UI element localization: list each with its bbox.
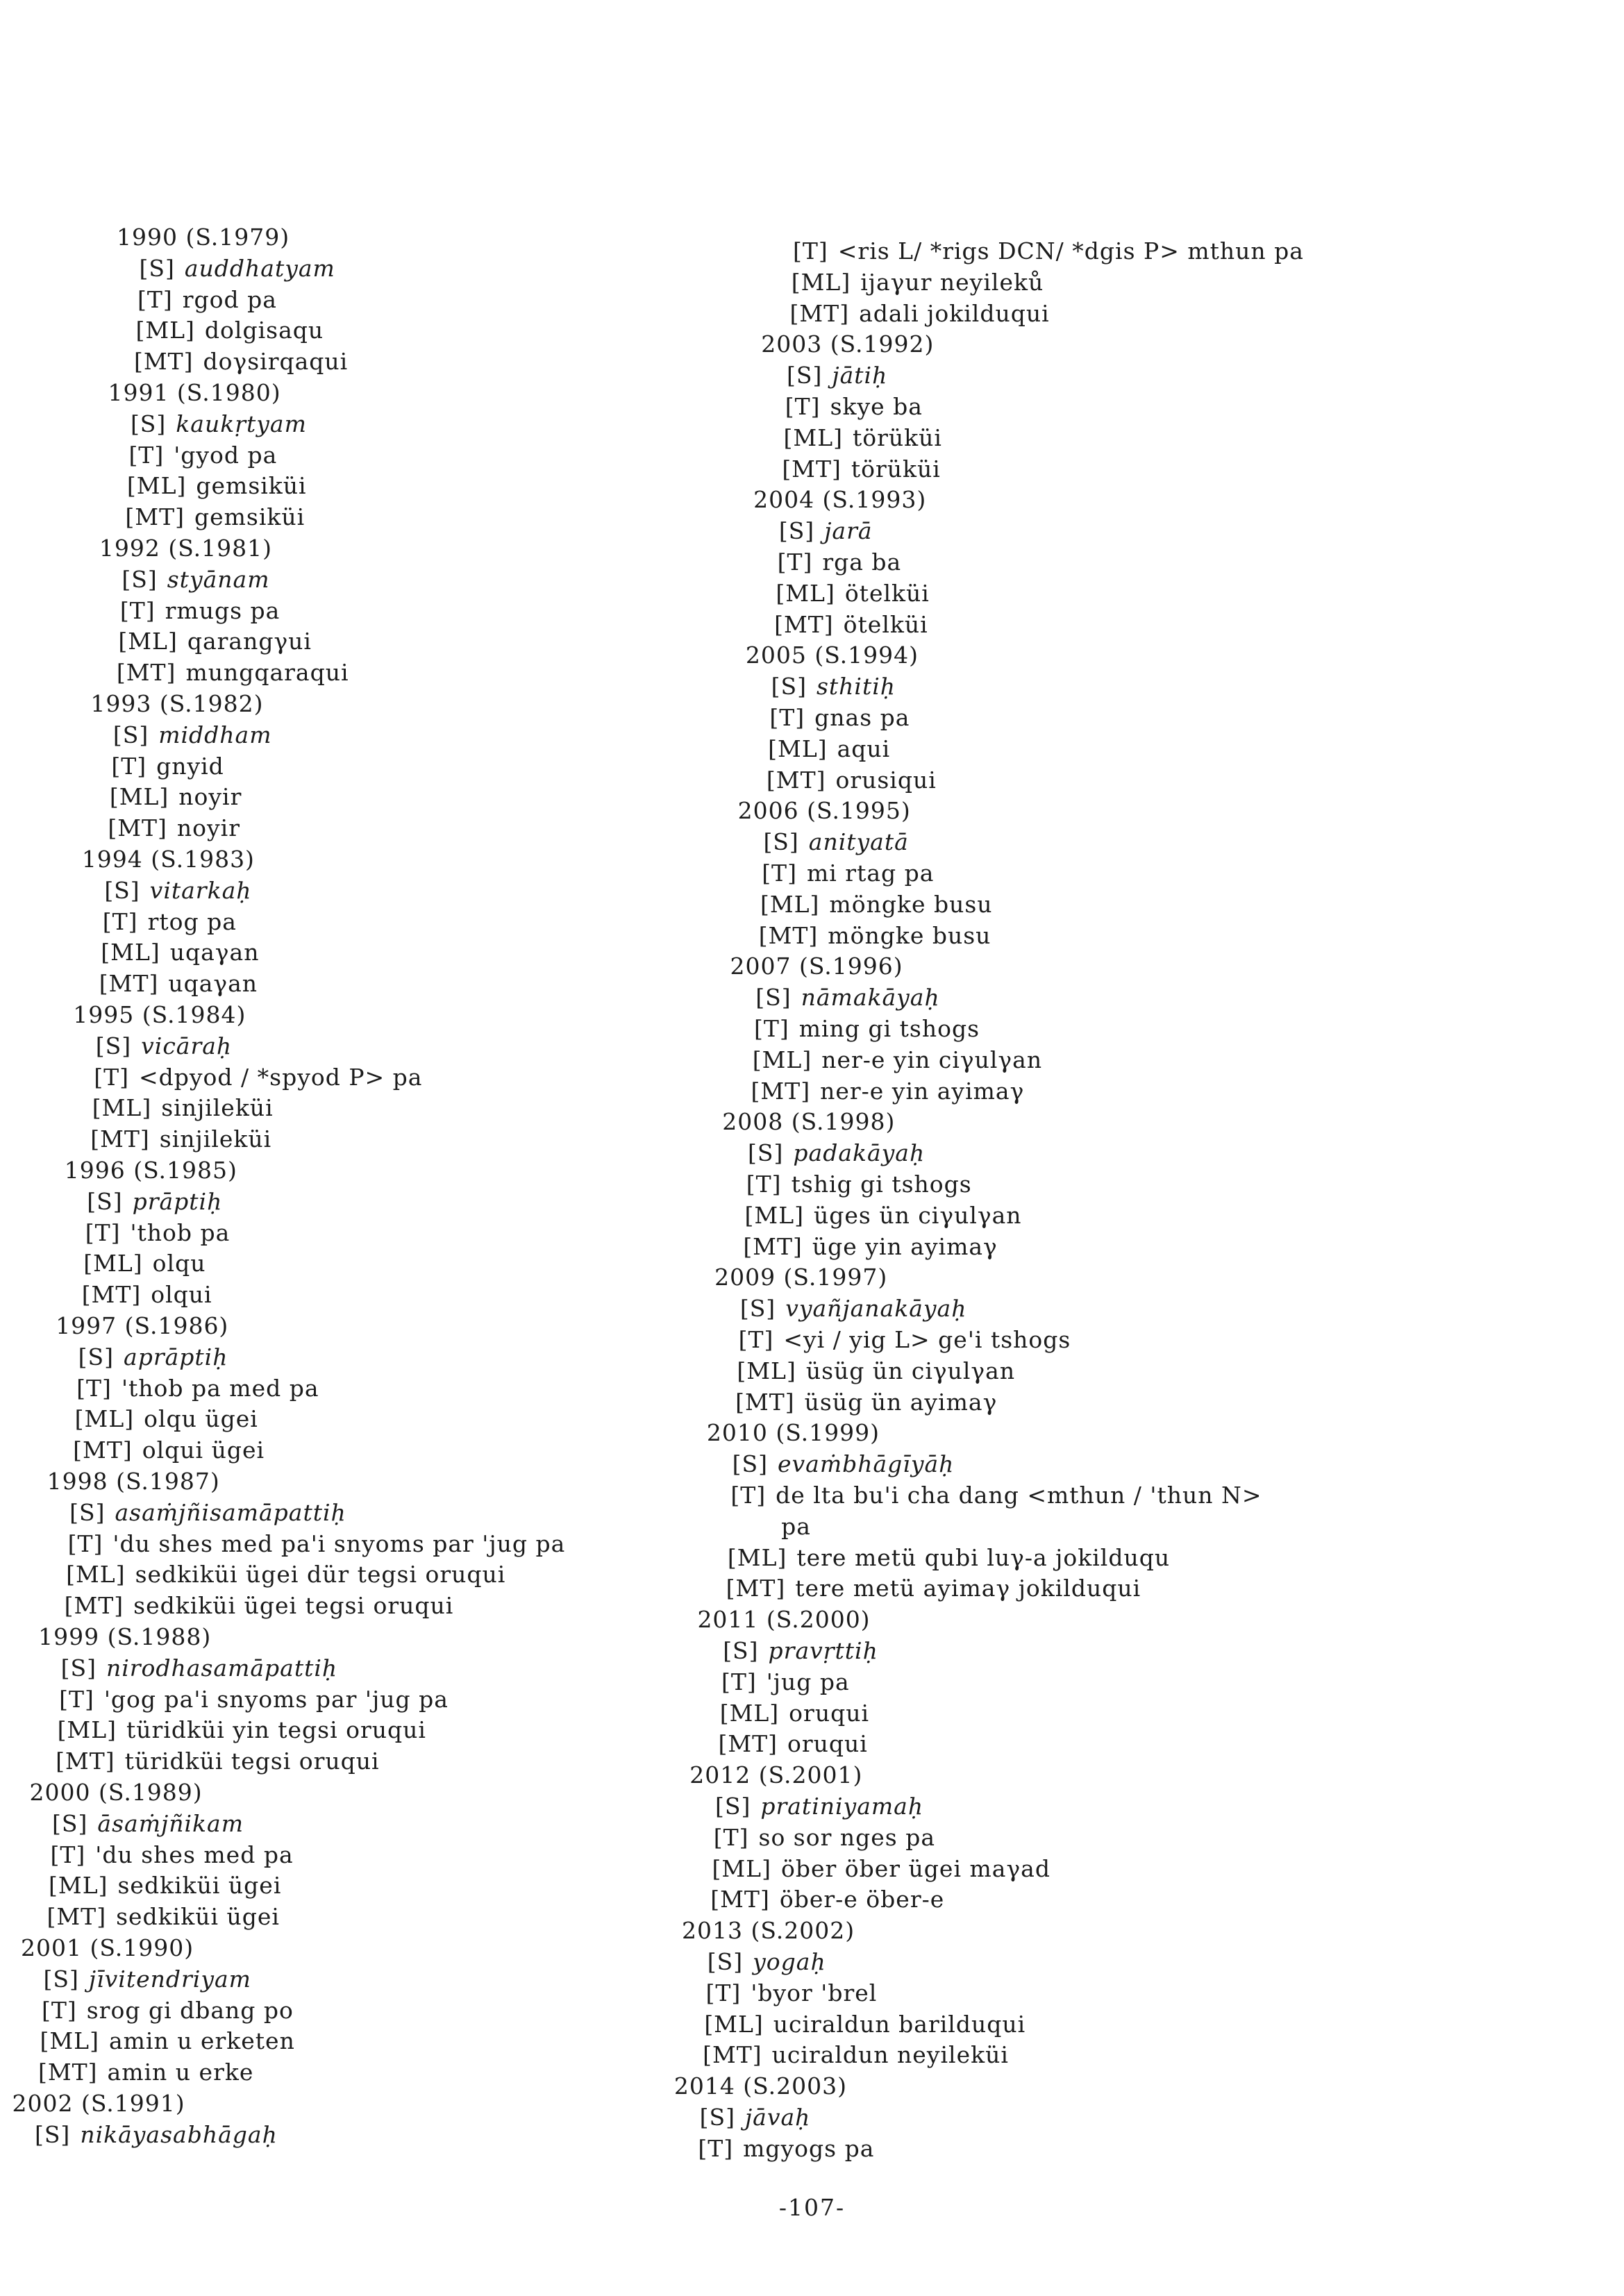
entry-line xyxy=(710,1886,944,1913)
language-tag: [S] xyxy=(52,1809,88,1837)
language-tag: [MT] xyxy=(726,1575,786,1602)
language-tag: [S] xyxy=(95,1032,132,1059)
language-tag: [S] xyxy=(748,1139,784,1167)
translation-term: so sor nges pa xyxy=(758,1823,936,1851)
entry-number: 2005 (S.1994) xyxy=(745,642,919,669)
language-tag: [ML] xyxy=(719,1699,780,1727)
language-tag: [S] xyxy=(112,721,149,748)
entry-line xyxy=(698,2135,874,2163)
language-tag: [MT] xyxy=(116,659,176,687)
language-tag: [T] xyxy=(730,1482,767,1509)
page-number: -107- xyxy=(778,2194,846,2221)
language-tag: [ML] xyxy=(704,2010,764,2038)
translation-term: amin u erketen xyxy=(108,2027,295,2055)
continuation-line: pa xyxy=(781,1512,811,1540)
entry-line xyxy=(733,1450,955,1478)
language-tag: [S] xyxy=(715,1793,751,1820)
entry-line xyxy=(715,1793,923,1820)
translation-term: adali jokilduqui xyxy=(859,299,1050,327)
translation-term: 'thob pa xyxy=(130,1218,231,1246)
translation-term: törüküi xyxy=(851,455,941,483)
language-tag: [ML] xyxy=(783,424,843,451)
sanskrit-term: asaṁjñisamāpattiḥ xyxy=(115,1498,346,1526)
entry-line xyxy=(720,1700,869,1727)
translation-term: tere metü ayimaγ jokilduqui xyxy=(795,1575,1141,1602)
entry-line xyxy=(767,766,937,794)
language-tag: [MT] xyxy=(81,1281,142,1309)
sanskrit-term: yogaḥ xyxy=(753,1948,826,1975)
language-tag: [ML] xyxy=(66,1561,126,1589)
language-tag: [T] xyxy=(793,237,828,265)
entry-line xyxy=(787,362,887,389)
entry-line xyxy=(730,1482,1262,1509)
language-tag: [T] xyxy=(128,441,165,469)
sanskrit-term: anityatā xyxy=(808,828,909,856)
language-tag: [ML] xyxy=(752,1046,812,1073)
language-tag: [ML] xyxy=(83,1250,143,1277)
entry-line xyxy=(708,1948,826,1976)
entry-line xyxy=(751,1078,1025,1105)
language-tag: [ML] xyxy=(92,1094,152,1122)
language-tag: [S] xyxy=(771,673,807,701)
translation-term: de lta bu'i cha dang <mthun / 'thun N> xyxy=(776,1482,1262,1509)
entry-number: 1991 (S.1980) xyxy=(108,379,281,406)
language-tag: [ML] xyxy=(744,1201,804,1229)
sanskrit-term: nirodhasamāpattiḥ xyxy=(106,1654,338,1682)
language-tag: [T] xyxy=(769,704,805,731)
entry-line xyxy=(739,1326,1071,1354)
language-tag: [ML] xyxy=(109,783,169,811)
translation-term: amin u erke xyxy=(107,2059,254,2086)
sanskrit-term: jāvaḥ xyxy=(744,2104,811,2131)
language-tag: [T] xyxy=(41,1996,77,2024)
entry-number: 2004 (S.1993) xyxy=(753,486,927,514)
translation-term: 'gyod pa xyxy=(174,441,278,469)
translation-term: noyir xyxy=(176,814,240,842)
entry-number: 1998 (S.1987) xyxy=(47,1468,220,1495)
translation-term: <yi / yig L> ge'i tshogs xyxy=(783,1326,1071,1353)
translation-term: gemsiküi xyxy=(194,503,305,531)
language-tag: [S] xyxy=(723,1637,759,1664)
translation-term: <dpyod / *spyod P> pa xyxy=(139,1063,423,1091)
translation-term: tere metü qubi luγ-a jokilduqu xyxy=(796,1543,1171,1571)
translation-term: ötelküi xyxy=(843,610,928,638)
translation-term: gemsiküi xyxy=(196,472,307,500)
entry-line xyxy=(790,300,1050,328)
entry-number: 1992 (S.1981) xyxy=(99,535,273,562)
language-tag: [MT] xyxy=(125,503,185,531)
translation-term: üsüg ün ciγulγan xyxy=(805,1357,1016,1384)
language-tag: [T] xyxy=(50,1841,86,1868)
entry-line xyxy=(755,984,940,1012)
language-tag: [T] xyxy=(119,596,156,624)
language-tag: [S] xyxy=(755,984,792,1012)
language-tag: [T] xyxy=(102,907,138,935)
language-tag: [MT] xyxy=(743,1232,803,1260)
language-tag: [S] xyxy=(778,517,815,545)
translation-term: tshig gi tshogs xyxy=(791,1171,972,1198)
translation-term: sedkiküi ügei tegsi oruqui xyxy=(133,1592,454,1620)
translation-term: sinjileküi xyxy=(161,1094,274,1122)
translation-term: olqu xyxy=(152,1250,206,1277)
language-tag: [S] xyxy=(787,362,823,389)
language-tag: [ML] xyxy=(776,579,835,607)
language-tag: [MT] xyxy=(133,348,194,376)
entry-line xyxy=(721,1668,850,1696)
language-tag: [T] xyxy=(137,285,173,313)
translation-term: ijaγur neyileků xyxy=(860,268,1044,296)
entry-line xyxy=(760,891,993,919)
entry-line xyxy=(740,1295,967,1323)
entry-line xyxy=(782,455,941,483)
entry-number: 2007 (S.1996) xyxy=(730,953,903,980)
language-tag: [T] xyxy=(746,1171,782,1198)
entry-line xyxy=(743,1233,997,1261)
translation-term: üge yin ayimaγ xyxy=(812,1232,998,1260)
language-tag: [T] xyxy=(111,752,147,780)
translation-term: gnyid xyxy=(156,752,224,780)
entry-line xyxy=(726,1575,1141,1602)
entry-line xyxy=(785,393,923,421)
translation-term: rgod pa xyxy=(182,285,277,313)
translation-term: 'du shes med pa xyxy=(95,1841,294,1868)
sanskrit-term: vitarkaḥ xyxy=(149,876,252,904)
translation-term: gnas pa xyxy=(814,704,910,731)
language-tag: [S] xyxy=(43,1965,79,1993)
translation-term: qarangγui xyxy=(187,628,312,655)
language-tag: [ML] xyxy=(74,1405,135,1433)
language-tag: [T] xyxy=(76,1374,112,1402)
translation-term: uqaγan xyxy=(169,939,260,966)
language-tag: [S] xyxy=(104,876,140,904)
entry-line xyxy=(712,1855,1050,1883)
entry-line xyxy=(763,828,908,856)
sanskrit-term: pratiniyamaḥ xyxy=(760,1793,924,1820)
entry-number: 1999 (S.1988) xyxy=(38,1623,212,1650)
translation-term: oruqui xyxy=(787,1730,868,1758)
translation-term: öber-e öber-e xyxy=(779,1886,945,1913)
language-tag: [ML] xyxy=(760,890,820,918)
language-tag: [MT] xyxy=(774,610,834,638)
translation-term: möngke busu xyxy=(829,890,993,918)
language-tag: [T] xyxy=(85,1218,121,1246)
entry-number: 2006 (S.1995) xyxy=(737,797,911,825)
translation-term: dolgisaqu xyxy=(204,317,324,344)
entry-line xyxy=(768,735,890,763)
entry-line xyxy=(792,269,1044,296)
entry-number: 2008 (S.1998) xyxy=(722,1108,896,1136)
language-tag: [T] xyxy=(738,1326,774,1353)
sanskrit-term: styānam xyxy=(167,565,270,593)
language-tag: [ML] xyxy=(135,317,195,344)
language-tag: [MT] xyxy=(766,766,826,794)
language-tag: [S] xyxy=(739,1295,776,1323)
language-tag: [ML] xyxy=(768,735,828,762)
entry-number: 2013 (S.2002) xyxy=(682,1917,855,1945)
language-tag: [S] xyxy=(699,2104,735,2131)
translation-term: 'du shes med pa'i snyoms par 'jug pa xyxy=(112,1530,566,1557)
translation-term: doγsirqaqui xyxy=(203,348,349,376)
sanskrit-term: padakāyaḥ xyxy=(793,1139,926,1167)
entry-number: 2014 (S.2003) xyxy=(673,2072,847,2100)
translation-term: üges ün ciγulγan xyxy=(814,1201,1022,1229)
language-tag: [ML] xyxy=(101,939,160,966)
language-tag: [T] xyxy=(777,548,813,576)
entry-line xyxy=(718,1730,867,1758)
language-tag: [T] xyxy=(67,1530,103,1557)
entry-number: 2010 (S.1999) xyxy=(706,1419,880,1447)
entry-line xyxy=(737,1357,1015,1385)
language-tag: [ML] xyxy=(118,628,178,655)
translation-term: ötelküi xyxy=(844,579,930,607)
entry-line xyxy=(762,860,934,887)
sanskrit-term: nāmakāyaḥ xyxy=(801,984,940,1012)
translation-term: mungqaraqui xyxy=(185,659,349,687)
language-tag: [MT] xyxy=(90,1125,150,1153)
entry-line xyxy=(700,2104,811,2131)
language-tag: [T] xyxy=(754,1015,789,1042)
language-tag: [ML] xyxy=(712,1854,771,1882)
translation-term: srog gi dbang po xyxy=(86,1996,294,2024)
translation-term: möngke busu xyxy=(828,921,991,949)
entry-line xyxy=(759,922,991,950)
sanskrit-term: jīvitendriyam xyxy=(88,1965,251,1993)
translation-term: ner-e yin ayimaγ xyxy=(820,1077,1025,1105)
sanskrit-term: auddhatyam xyxy=(184,254,335,282)
translation-term: 'byor 'brel xyxy=(751,1979,878,2006)
translation-term: rga ba xyxy=(822,548,902,576)
entry-line xyxy=(706,1979,878,2007)
translation-term: öber öber ügei maγad xyxy=(780,1854,1050,1882)
language-tag: [MT] xyxy=(782,455,842,483)
entry-number: 2011 (S.2000) xyxy=(697,1606,871,1634)
translation-term: sedkiküi ügei xyxy=(116,1903,280,1931)
entry-line xyxy=(735,1389,997,1416)
entry-line xyxy=(728,1544,1170,1572)
language-tag: [MT] xyxy=(735,1388,795,1416)
translation-term: aqui xyxy=(837,735,891,762)
sanskrit-term: sthitiḥ xyxy=(816,673,896,701)
sanskrit-term: middham xyxy=(158,721,272,748)
entry-line xyxy=(774,611,928,639)
language-tag: [ML] xyxy=(40,2027,99,2055)
translation-term: sedkiküi ügei dür tegsi oruqui xyxy=(135,1561,506,1589)
entry-line xyxy=(778,548,902,576)
translation-term: sinjileküi xyxy=(159,1125,272,1153)
entry-line xyxy=(748,1139,925,1167)
translation-term: olqui xyxy=(151,1281,212,1309)
entry-line xyxy=(779,517,873,545)
translation-term: rmugs pa xyxy=(165,596,281,624)
language-tag: [S] xyxy=(763,828,799,856)
translation-term: <ris L/ *rigs DCN/ *dgis P> mthun pa xyxy=(837,237,1304,265)
entry-line xyxy=(703,2041,1009,2069)
sanskrit-term: aprāptiḥ xyxy=(124,1343,228,1371)
language-tag: [S] xyxy=(122,565,158,593)
entry-number: 2002 (S.1991) xyxy=(12,2090,185,2117)
entry-number: 1993 (S.1982) xyxy=(90,690,264,717)
language-tag: [T] xyxy=(721,1668,757,1695)
language-tag: [MT] xyxy=(73,1436,133,1464)
language-tag: [S] xyxy=(87,1187,123,1215)
entry-number: 1994 (S.1983) xyxy=(81,846,255,873)
translation-term: sedkiküi ügei xyxy=(117,1872,282,1900)
entry-line xyxy=(754,1015,980,1043)
sanskrit-term: prāptiḥ xyxy=(132,1187,223,1215)
sanskrit-term: evaṁbhāgīyāḥ xyxy=(777,1450,955,1478)
language-tag: [ML] xyxy=(57,1716,117,1744)
language-tag: [T] xyxy=(59,1685,94,1713)
entry-line xyxy=(745,1202,1022,1230)
translation-term: mgyogs pa xyxy=(743,2134,875,2162)
language-tag: [MT] xyxy=(56,1748,115,1775)
language-tag: [MT] xyxy=(758,921,819,949)
entry-number: 2003 (S.1992) xyxy=(761,330,935,358)
language-tag: [MT] xyxy=(703,2041,762,2069)
translation-term: olqui ügei xyxy=(142,1436,265,1464)
translation-term: skye ba xyxy=(830,393,923,420)
language-tag: [S] xyxy=(732,1450,768,1478)
language-tag: [MT] xyxy=(789,299,850,327)
translation-term: mi rtag pa xyxy=(806,860,935,887)
translation-term: ming gi tshogs xyxy=(798,1015,980,1042)
language-tag: [MT] xyxy=(718,1730,778,1758)
translation-term: 'thob pa med pa xyxy=(121,1374,319,1402)
entry-number: 1990 (S.1979) xyxy=(117,224,290,251)
language-tag: [S] xyxy=(34,2120,71,2148)
language-tag: [ML] xyxy=(791,268,851,296)
language-tag: [T] xyxy=(713,1823,749,1851)
entry-line xyxy=(714,1824,935,1852)
language-tag: [MT] xyxy=(99,970,159,998)
entry-line xyxy=(793,237,1304,265)
sanskrit-term: āsaṁjñikam xyxy=(97,1809,244,1837)
language-tag: [T] xyxy=(705,1979,742,2006)
translation-term: türidküi yin tegsi oruqui xyxy=(126,1716,426,1744)
language-tag: [T] xyxy=(762,860,797,887)
language-tag: [S] xyxy=(78,1343,115,1371)
language-tag: [T] xyxy=(94,1063,130,1091)
language-tag: [T] xyxy=(698,2134,734,2162)
language-tag: [S] xyxy=(139,254,175,282)
translation-term: orusiqui xyxy=(835,766,937,794)
language-tag: [S] xyxy=(130,410,167,437)
translation-term: uciraldun barilduqui xyxy=(773,2010,1026,2038)
translation-term: rtog pa xyxy=(147,907,237,935)
entry-line xyxy=(746,1171,972,1198)
sanskrit-term: kaukṛtyam xyxy=(176,410,307,437)
language-tag: [MT] xyxy=(751,1077,811,1105)
entry-number: 1996 (S.1985) xyxy=(64,1157,237,1184)
translation-term: türidküi tegsi oruqui xyxy=(124,1748,380,1775)
sanskrit-term: vicāraḥ xyxy=(141,1032,233,1059)
translation-term: üsüg ün ayimaγ xyxy=(804,1388,998,1416)
language-tag: [S] xyxy=(69,1498,106,1526)
entry-number: 2001 (S.1990) xyxy=(21,1934,194,1961)
translation-term: törüküi xyxy=(853,424,942,451)
language-tag: [MT] xyxy=(108,814,167,842)
entry-line xyxy=(784,424,942,452)
translation-term: uciraldun neyileküi xyxy=(771,2041,1009,2069)
language-tag: [ML] xyxy=(727,1543,787,1571)
entry-line xyxy=(776,580,929,607)
language-tag: [MT] xyxy=(64,1592,124,1620)
language-tag: [ML] xyxy=(126,472,187,500)
entry-line xyxy=(723,1637,878,1665)
language-tag: [S] xyxy=(707,1948,744,1975)
translation-term: oruqui xyxy=(789,1699,869,1727)
entry-number: 1995 (S.1984) xyxy=(73,1001,246,1028)
entry-number: 2009 (S.1997) xyxy=(714,1264,888,1291)
language-tag: [ML] xyxy=(49,1872,108,1900)
sanskrit-term: nikāyasabhāgaḥ xyxy=(80,2120,278,2148)
translation-term: uqaγan xyxy=(168,970,258,998)
sanskrit-term: jātiḥ xyxy=(832,362,888,389)
language-tag: [MT] xyxy=(37,2059,98,2086)
entry-line xyxy=(771,673,896,701)
entry-line xyxy=(753,1046,1042,1074)
entry-number: 2000 (S.1989) xyxy=(29,1779,203,1806)
language-tag: [T] xyxy=(785,393,821,420)
sanskrit-term: vyañjanakāyaḥ xyxy=(785,1295,967,1323)
translation-term: olqu ügei xyxy=(144,1405,258,1433)
language-tag: [ML] xyxy=(737,1357,796,1384)
entry-number: 1997 (S.1986) xyxy=(56,1312,229,1339)
sanskrit-term: pravṛttiḥ xyxy=(768,1637,878,1664)
sanskrit-term: jarā xyxy=(824,517,873,545)
entry-line xyxy=(704,2011,1026,2038)
entry-number: 2012 (S.2001) xyxy=(689,1761,863,1789)
translation-term: 'jug pa xyxy=(766,1668,850,1695)
entry-line xyxy=(769,704,910,732)
language-tag: [MT] xyxy=(710,1886,770,1913)
translation-term: noyir xyxy=(178,783,242,811)
language-tag: [S] xyxy=(60,1654,97,1682)
translation-term: ner-e yin ciγulγan xyxy=(821,1046,1043,1073)
language-tag: [MT] xyxy=(47,1903,107,1931)
translation-term: 'gog pa'i snyoms par 'jug pa xyxy=(103,1685,449,1713)
